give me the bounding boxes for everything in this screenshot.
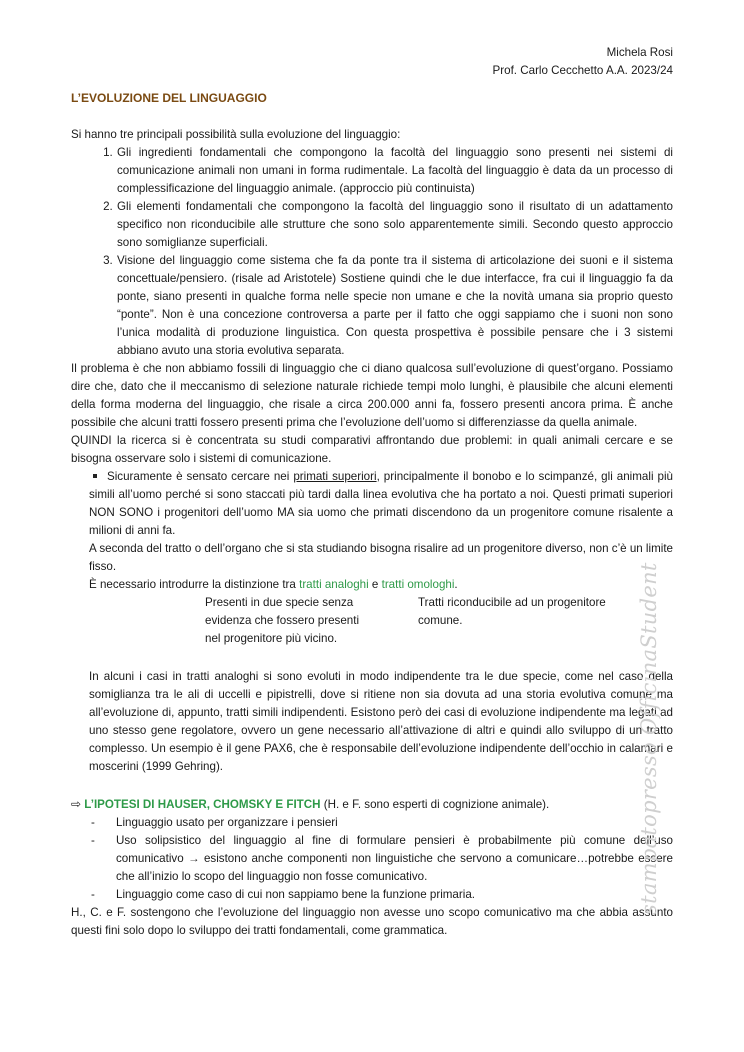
section-heading bbox=[71, 795, 673, 814]
bullet-text-post: , principalmente il bonobo e lo scimpanzé, gli animali più simili all’uomo perché si sono staccati più tardi dalla linea evolutiva che ha portato a noi. Questi primati superiori NON SONO i progenitori dell’uomo MA sia uomo che primati discendono da un progenitore comune risalente a milioni di anni fa. bbox=[89, 470, 673, 537]
section-subtitle: (H. e F. sono esperti di cognizione animale). bbox=[320, 798, 550, 811]
dash-bullet: - bbox=[91, 888, 95, 901]
hypothesis-item-3 bbox=[91, 886, 673, 904]
hypothesis-section bbox=[71, 795, 673, 940]
document-page bbox=[71, 44, 673, 940]
watermark: stampatopresso OfficinaStudent bbox=[637, 562, 661, 915]
conclusion-paragraph: H., C. e F. sostengono che l’evoluzione del linguaggio non avesse uno scopo comunicativo ma che abbia assunto questi fini solo dopo lo sviluppo dei tratti fondamentali, come grammatica. bbox=[71, 906, 673, 937]
author-name: Michela Rosi bbox=[606, 46, 673, 59]
distinction-pre: È necessario introdurre la distinzione tra bbox=[89, 578, 300, 591]
primates-bullet bbox=[89, 468, 673, 540]
intro-paragraph: Si hanno tre principali possibilità sulla evoluzione del linguaggio: bbox=[71, 128, 401, 141]
bullet-text-pre: Sicuramente è sensato cercare nei bbox=[107, 470, 294, 483]
hypothesis-item-1 bbox=[91, 814, 673, 832]
distinction-sentence bbox=[89, 576, 673, 594]
quindi-paragraph: QUINDI la ricerca si è concentrata su studi comparativi affrontando due problemi: in quali animali cercare e se bisogna osservare solo i sistemi di comunicazione. bbox=[71, 434, 673, 465]
dash-bullet: - bbox=[91, 834, 95, 847]
hypothesis-list bbox=[71, 814, 673, 904]
distinction-mid: e bbox=[368, 578, 382, 591]
definition-omologhi: Tratti riconducibile ad un progenitore comune. bbox=[418, 596, 606, 627]
hypothesis-text-3: Linguaggio come caso di cui non sappiamo bene la funzione primaria. bbox=[116, 888, 475, 901]
document-header bbox=[71, 44, 673, 80]
hypothesis-text-2: Uso solipsistico del linguaggio al fine di formulare pensieri è probabilmente più comune dell’uso comunicativo → esistono anche componenti non linguistiche che servono a comunicare…potrebbe essere che all’inizio lo scopo del linguaggio non fosse comunicativo. bbox=[116, 834, 673, 883]
section-title: L’IPOTESI DI HAUSER, CHOMSKY E FITCH bbox=[84, 798, 321, 811]
term-omologhi: tratti omologhi bbox=[381, 578, 455, 591]
possibilities-list bbox=[71, 144, 673, 360]
problem-paragraph: Il problema è che non abbiamo fossili di linguaggio che ci diano qualcosa sull’evoluzione di quest’organo. Possiamo dire che, dato che il meccanismo di selezione naturale richiede tempi molo lunghi, è plausibile che alcuni elementi della forma moderna del linguaggio, che risale a circa 200.000 anni fa, fossero presenti ancora prima. È anche possibile che alcuni tratti fossero presenti prima che l’evoluzione dell’uomo si differenziasse da quella animale. bbox=[71, 362, 673, 429]
possibility-item-1: 1. Gli ingredienti fondamentali che compongono la facoltà del linguaggio sono presenti nei sistemi di comunicazione animali non umani in forma rudimentale. La facoltà del linguaggio è data da un processo di complessificazione del linguaggio animale. (approccio più continuista) bbox=[116, 144, 673, 198]
possibility-item-3: 3. Visione del linguaggio come sistema che fa da ponte tra il sistema di articolazione dei suoni e il sistema concettuale/pensiero. (risale ad Aristotele) Sostiene quindi che le due interfacce, fra cui il linguaggio fa da ponte, siano presenti in qualche forma nelle specie non umane e che la novità umana sia proprio questo “ponte”. Non è una concezione controversa a parte per il fatto che oggi sappiamo che i suoni non sono l’unica modalità di produzione linguistica. Con questa prospettiva è possibile pensare che i 3 sistemi abbiano avuto una storia evolutiva separata. bbox=[116, 252, 673, 360]
term-analoghi: tratti analoghi bbox=[299, 578, 369, 591]
hypothesis-item-2 bbox=[91, 832, 673, 886]
distinction-post: . bbox=[454, 578, 458, 591]
course-info: Prof. Carlo Cecchetto A.A. 2023/24 bbox=[492, 64, 673, 77]
definitions-columns bbox=[71, 594, 673, 668]
possibility-item-2: 2. Gli elementi fondamentali che compongono la facoltà del linguaggio sono il risultato di un adattamento specifico non riconducibile alle strutture che sono solo apparentemente simili. Secondo questo approccio sono somiglianze superficiali. bbox=[116, 198, 673, 252]
dash-bullet: - bbox=[91, 816, 95, 829]
square-bullet-icon bbox=[93, 474, 97, 478]
page-title: L’EVOLUZIONE DEL LINGUAGGIO bbox=[71, 91, 267, 105]
hypothesis-text-1: Linguaggio usato per organizzare i pensieri bbox=[116, 816, 338, 829]
seconda-paragraph: A seconda del tratto o dell’organo che si sta studiando bisogna risalire ad un progenitore diverso, non c’è un limite fisso. bbox=[89, 542, 673, 573]
arrow-right-icon: ⇨ bbox=[71, 797, 82, 811]
definition-analoghi: Presenti in due specie senza evidenza che fossero presenti nel progenitore più vicino. bbox=[205, 596, 360, 645]
analoghi-paragraph: In alcuni i casi in tratti analoghi si sono evoluti in modo indipendente tra le due specie, come nel caso della somiglianza tra le ali di uccelli e pipistrelli, dove si ritiene non sia dovuta ad una storia evolutiva comune ma all’evoluzione di, appunto, tratti simili indipendenti. Esistono però dei casi di evoluzione indipendente ma legati ad uno stesso gene regolatore, ovvero un gene necessario all’attivazione di altri e quindi allo sviluppo di un tratto complesso. Un esempio è il gene PAX6, che è responsabile dell’evoluzione indipendente dell’occhio in calamari e moscerini (1999 Gehring). bbox=[89, 670, 673, 773]
primates-bullet-list bbox=[71, 468, 673, 540]
bullet-underlined-term: primati superiori bbox=[293, 470, 377, 483]
